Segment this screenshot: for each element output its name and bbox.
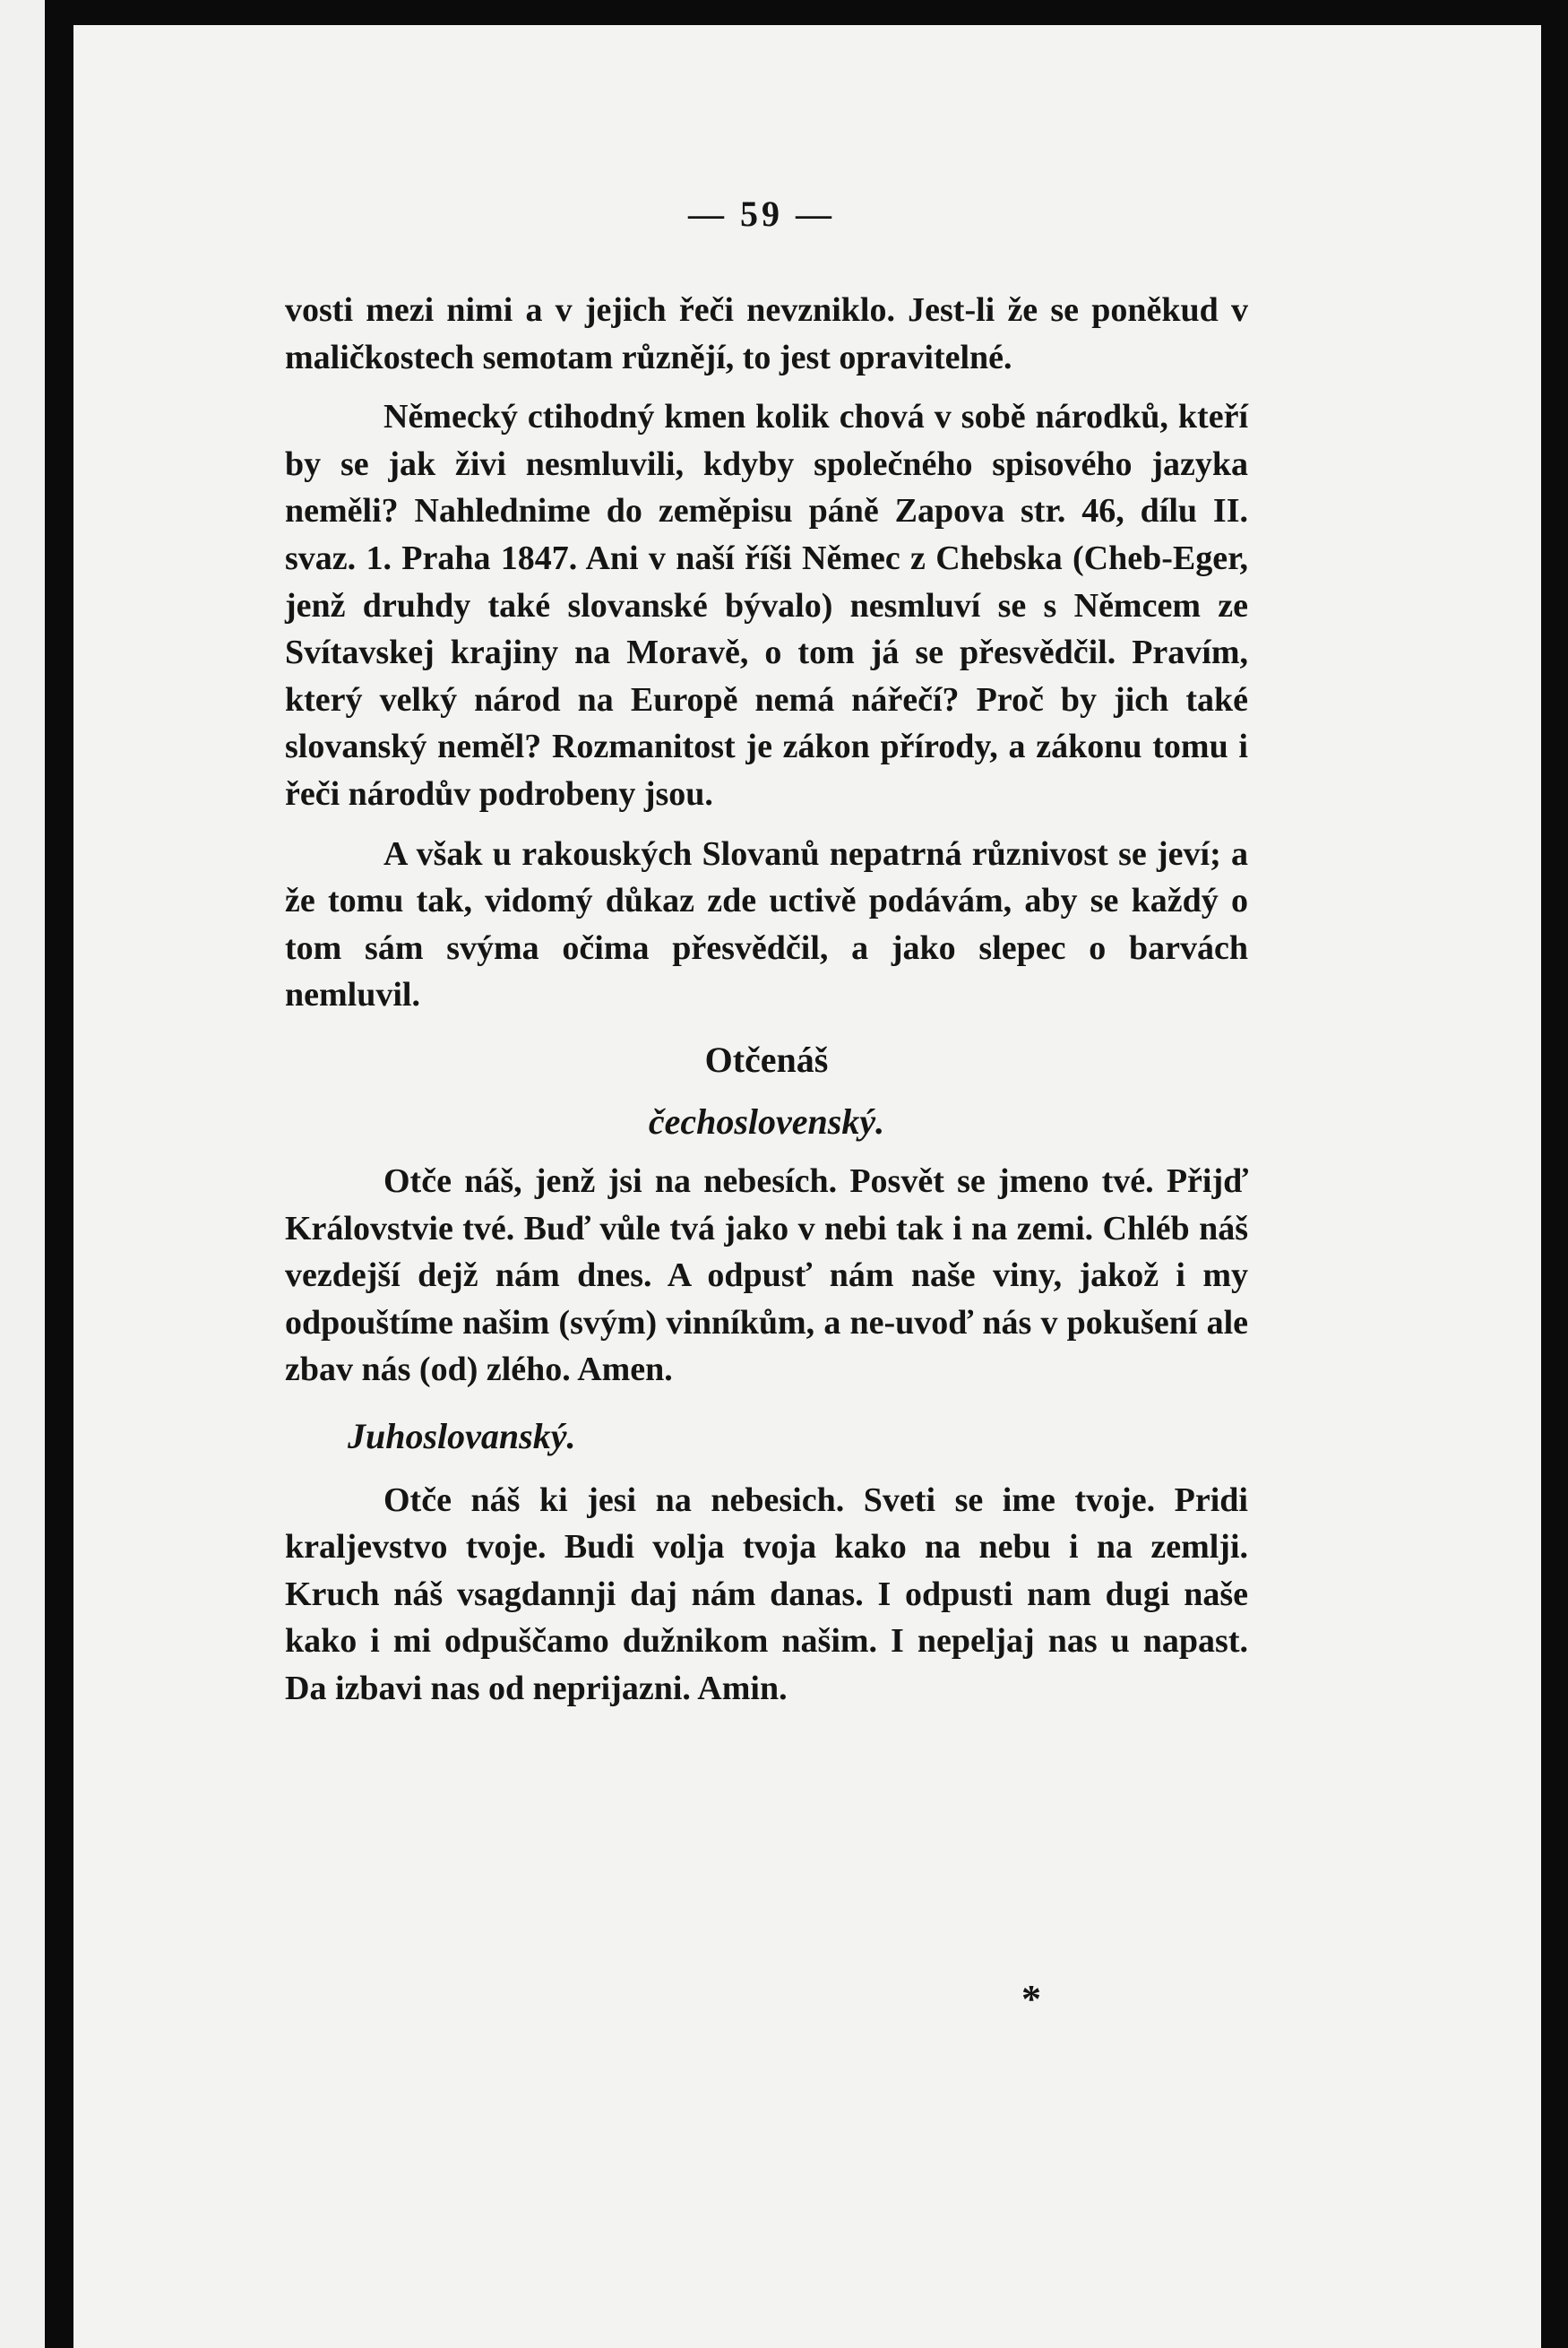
prayer-czechoslovak: Otče náš, jenž jsi na nebesích. Posvět se jmeno tvé. Přijď Královstvie tvé. Buď vůle tvá jako v nebi tak i na zemi. Chléb náš vezdejší dejž nám dnes. A odpusť nám naše viny, jakož i my odpouštíme našim (svým) vinníkům, a ne-uvoď nás v pokušení ale zbav nás (od) zlého. Amen. [285,1162,1248,1389]
paragraph-german-dialects: Německý ctihodný kmen kolik chová v sobě národků, kteří by se jak živi nesmluvili, kdyby společného spisového jazyka neměli? Nahlednime do zeměpisu páně Zapova str. 46, dílu II. svaz. 1. Praha 1847. Ani v naší říši Němec z Chebska (Cheb-Eger, jenž druhdy také slovanské bývalo) nesmluví se s Němcem ze Svítavskej krajiny na Moravě, o tom já se přesvědčil. Pravím, který velký národ na Europě nemá nářečí? Proč by jich také slovanský neměl? Rozmanitost je zákon přírody, a zákonu tomu i řeči národův podrobeny jsou. [285,398,1248,813]
page-text [285,287,1248,1713]
prayer-south-slavic: Otče náš ki jesi na nebesich. Sveti se ime tvoje. Pridi kraljevstvo tvoje. Budi volja tvoja kako na nebu i na zemlji. Kruch náš vsagdannji daj nám danas. I odpusti nam dugi naše kako i mi odpuščamo dužnikom našim. I nepeljaj nas u napast. Da izbavi nas od neprijazni. Amin. [285,1480,1248,1708]
book-gutter [45,0,73,2348]
paragraph-continuation: vosti mezi nimi a v jejich řeči nevzniklo. Jest-li že se poněkud v maličkostech semotam různějí, to jest opravitelné. [285,291,1248,376]
subheading-south-slavic: Juhoslovanský. [348,1416,576,1457]
subheading-czechoslovak: čechoslovenský. [648,1101,885,1142]
section-heading: Otčenáš [704,1039,829,1080]
adjacent-page-edge [0,0,45,2348]
paragraph-austrian-slavs: A však u rakouských Slovanů nepatrná různivost se jeví; a že tomu tak, vidomý důkaz zde uctivě podávám, aby se každý o tom sám svýma očima přesvědčil, a jako slepec o barvách nemluvil. [285,834,1248,1014]
page-edge-shadow [1541,40,1559,2281]
asterisk-ornament: * [1021,1977,1041,2021]
page-number: — 59 — [688,194,835,234]
